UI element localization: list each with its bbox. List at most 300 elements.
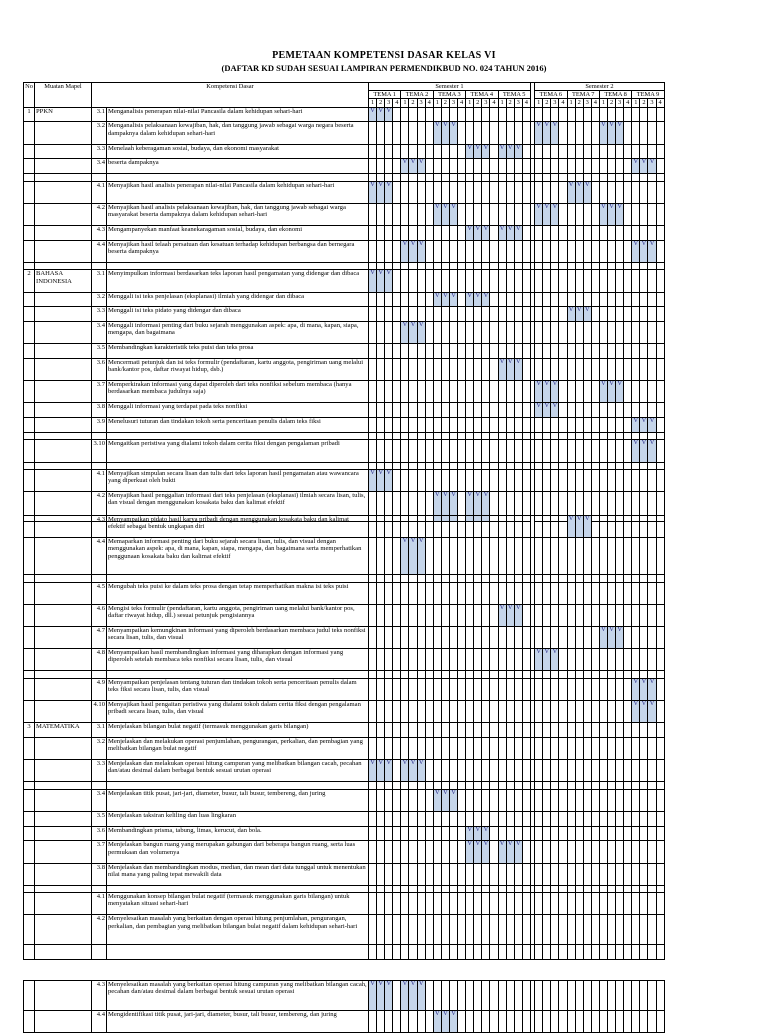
week-cell bbox=[575, 470, 583, 492]
week-cell bbox=[656, 700, 664, 722]
row-no bbox=[24, 863, 35, 885]
week-cell bbox=[599, 700, 607, 722]
week-cell bbox=[369, 944, 377, 959]
week-cell bbox=[498, 122, 506, 144]
week-cell bbox=[466, 1010, 474, 1032]
check-mark: V bbox=[640, 418, 648, 433]
week-cell bbox=[543, 1010, 551, 1032]
week-cell bbox=[409, 270, 417, 292]
week-cell bbox=[567, 418, 575, 433]
week-cell bbox=[567, 322, 575, 344]
week-cell bbox=[608, 307, 616, 322]
week-cell bbox=[433, 159, 441, 174]
row-kd-text: Menyampaikan penjelasan tentang tuturan dan tindakan tokoh serta penceritaan penulis dalam teks fiksi secara lisan, tulis, dan visual bbox=[107, 678, 369, 700]
check-mark: V bbox=[648, 678, 656, 700]
row-kd-text: Menganalisis pelaksanaan kewajiban, hak, dan tanggung jawab sebagai warga negara beserta dampaknya dalam kehidupan sehari-hari bbox=[107, 122, 369, 144]
week-cell bbox=[506, 174, 514, 181]
week-cell bbox=[482, 915, 490, 945]
week-cell bbox=[535, 575, 543, 582]
week-cell bbox=[640, 981, 648, 1011]
row-no bbox=[24, 700, 35, 722]
check-mark: V bbox=[466, 144, 474, 159]
week-cell bbox=[377, 262, 385, 269]
row-kd-code: 3.8 bbox=[92, 403, 107, 418]
week-cell bbox=[490, 1010, 498, 1032]
header-week-1: 1 bbox=[401, 99, 409, 107]
week-cell bbox=[409, 885, 417, 892]
week-cell bbox=[474, 737, 482, 759]
week-cell bbox=[575, 538, 583, 575]
week-cell bbox=[543, 915, 551, 945]
week-cell bbox=[506, 575, 514, 582]
week-cell bbox=[433, 671, 441, 678]
check-mark: V bbox=[535, 403, 543, 418]
week-cell bbox=[575, 344, 583, 359]
week-cell bbox=[393, 307, 401, 322]
week-cell bbox=[551, 225, 559, 240]
week-cell bbox=[616, 418, 624, 433]
week-cell bbox=[369, 144, 377, 159]
week-cell bbox=[514, 626, 522, 648]
week-cell bbox=[616, 981, 624, 1011]
week-cell bbox=[369, 516, 377, 538]
week-cell bbox=[522, 981, 530, 1011]
week-cell bbox=[401, 122, 409, 144]
row-kd-code: 3.6 bbox=[92, 359, 107, 381]
check-mark: V bbox=[616, 203, 624, 225]
week-cell bbox=[535, 723, 543, 738]
week-cell bbox=[466, 885, 474, 892]
week-cell bbox=[583, 604, 591, 626]
week-cell bbox=[567, 737, 575, 759]
week-cell bbox=[458, 981, 466, 1011]
week-cell bbox=[498, 915, 506, 945]
check-mark: V bbox=[648, 159, 656, 174]
week-cell bbox=[466, 782, 474, 789]
week-cell bbox=[377, 841, 385, 863]
check-mark: V bbox=[474, 144, 482, 159]
week-cell bbox=[648, 181, 656, 203]
week-cell bbox=[425, 944, 433, 959]
week-cell bbox=[575, 700, 583, 722]
week-cell bbox=[409, 344, 417, 359]
week-cell bbox=[522, 292, 530, 307]
week-cell bbox=[401, 944, 409, 959]
check-mark: V bbox=[514, 841, 522, 863]
week-cell bbox=[583, 462, 591, 469]
check-mark: V bbox=[640, 240, 648, 262]
week-cell bbox=[522, 270, 530, 292]
week-cell bbox=[522, 737, 530, 759]
week-cell bbox=[458, 181, 466, 203]
week-cell bbox=[616, 159, 624, 174]
week-cell bbox=[401, 262, 409, 269]
week-cell bbox=[385, 516, 393, 538]
week-cell bbox=[409, 381, 417, 403]
week-cell bbox=[474, 981, 482, 1011]
kd-row bbox=[24, 737, 665, 759]
week-cell bbox=[522, 782, 530, 789]
week-cell bbox=[401, 893, 409, 915]
week-cell bbox=[433, 885, 441, 892]
week-cell bbox=[514, 649, 522, 671]
kd-row bbox=[24, 944, 665, 959]
check-mark: V bbox=[474, 292, 482, 307]
week-cell bbox=[482, 981, 490, 1011]
week-cell bbox=[648, 144, 656, 159]
week-cell bbox=[393, 270, 401, 292]
week-cell bbox=[640, 582, 648, 604]
row-kd-text: Mencermati petunjuk dan isi teks formulir (pendaftaran, kartu anggota, pengiriman uang melalui bank/kantor pos, daftar riwayat hidup, dsb.) bbox=[107, 359, 369, 381]
week-cell bbox=[624, 649, 632, 671]
week-cell bbox=[490, 240, 498, 262]
week-cell bbox=[551, 863, 559, 885]
week-cell bbox=[417, 737, 425, 759]
week-cell bbox=[482, 174, 490, 181]
week-cell bbox=[616, 174, 624, 181]
week-cell bbox=[535, 440, 543, 462]
week-cell bbox=[543, 516, 551, 538]
week-cell bbox=[514, 122, 522, 144]
week-cell bbox=[482, 262, 490, 269]
week-cell bbox=[506, 863, 514, 885]
week-cell bbox=[632, 826, 640, 841]
row-no bbox=[24, 322, 35, 344]
week-cell bbox=[640, 144, 648, 159]
week-cell bbox=[490, 575, 498, 582]
week-cell bbox=[466, 760, 474, 782]
week-cell bbox=[616, 307, 624, 322]
week-cell bbox=[377, 575, 385, 582]
week-cell bbox=[599, 649, 607, 671]
week-cell bbox=[567, 203, 575, 225]
week-cell bbox=[656, 671, 664, 678]
week-cell bbox=[583, 174, 591, 181]
week-cell bbox=[616, 826, 624, 841]
week-cell bbox=[433, 262, 441, 269]
week-cell bbox=[369, 403, 377, 418]
week-cell bbox=[559, 893, 567, 915]
week-cell bbox=[458, 678, 466, 700]
row-kd-code bbox=[92, 944, 107, 959]
week-cell bbox=[648, 538, 656, 575]
row-kd-text: Mengubah teks puisi ke dalam teks prosa dengan tetap memperhatikan makna isi teks puisi bbox=[107, 582, 369, 604]
week-cell bbox=[466, 538, 474, 575]
week-cell bbox=[591, 122, 599, 144]
check-mark: V bbox=[543, 649, 551, 671]
week-cell bbox=[656, 915, 664, 945]
row-kd-code: 3.9 bbox=[92, 418, 107, 433]
week-cell bbox=[409, 737, 417, 759]
week-cell bbox=[498, 107, 506, 122]
week-cell bbox=[377, 292, 385, 307]
row-no bbox=[24, 292, 35, 307]
week-cell bbox=[535, 1010, 543, 1032]
week-cell bbox=[425, 863, 433, 885]
row-no bbox=[24, 159, 35, 174]
week-cell bbox=[458, 516, 466, 538]
row-subject bbox=[35, 582, 92, 604]
week-cell bbox=[393, 144, 401, 159]
week-cell bbox=[608, 344, 616, 359]
week-cell bbox=[575, 240, 583, 262]
check-mark: V bbox=[401, 159, 409, 174]
week-cell bbox=[608, 322, 616, 344]
week-cell bbox=[393, 723, 401, 738]
week-cell bbox=[506, 944, 514, 959]
week-cell bbox=[591, 516, 599, 538]
week-cell bbox=[583, 841, 591, 863]
week-cell bbox=[640, 433, 648, 440]
week-cell bbox=[648, 403, 656, 418]
week-cell bbox=[514, 440, 522, 462]
week-cell bbox=[425, 826, 433, 841]
week-cell bbox=[583, 359, 591, 381]
week-cell bbox=[535, 700, 543, 722]
week-cell bbox=[648, 575, 656, 582]
week-cell bbox=[640, 1010, 648, 1032]
week-cell bbox=[559, 159, 567, 174]
week-cell bbox=[385, 418, 393, 433]
check-mark: V bbox=[417, 538, 425, 575]
week-cell bbox=[417, 604, 425, 626]
kd-row bbox=[24, 626, 665, 648]
week-cell bbox=[393, 649, 401, 671]
week-cell bbox=[522, 915, 530, 945]
week-cell bbox=[543, 981, 551, 1011]
week-cell bbox=[401, 826, 409, 841]
week-cell bbox=[608, 575, 616, 582]
week-cell bbox=[425, 915, 433, 945]
week-cell bbox=[656, 292, 664, 307]
week-cell bbox=[377, 915, 385, 945]
check-mark: V bbox=[498, 225, 506, 240]
week-cell bbox=[490, 440, 498, 462]
check-mark: V bbox=[506, 841, 514, 863]
week-cell bbox=[393, 604, 401, 626]
week-cell bbox=[648, 671, 656, 678]
row-subject bbox=[35, 604, 92, 626]
week-cell bbox=[591, 723, 599, 738]
week-cell bbox=[608, 723, 616, 738]
week-cell bbox=[632, 470, 640, 492]
week-cell bbox=[401, 1010, 409, 1032]
week-cell bbox=[591, 649, 599, 671]
check-mark: V bbox=[433, 122, 441, 144]
week-cell bbox=[449, 981, 457, 1011]
week-cell bbox=[506, 893, 514, 915]
week-cell bbox=[551, 678, 559, 700]
row-kd-text: Menyampaikan pidato hasil karya pribadi dengan menggunakan kosakata baku dan kalimat efektif sebagai bentuk ungkapan diri bbox=[107, 516, 369, 538]
week-cell bbox=[474, 626, 482, 648]
row-kd-code: 4.7 bbox=[92, 626, 107, 648]
week-cell bbox=[624, 841, 632, 863]
week-cell bbox=[656, 826, 664, 841]
week-cell bbox=[591, 760, 599, 782]
week-cell bbox=[599, 760, 607, 782]
week-cell bbox=[624, 538, 632, 575]
week-cell bbox=[401, 107, 409, 122]
week-cell bbox=[608, 915, 616, 945]
week-cell bbox=[377, 203, 385, 225]
week-cell bbox=[567, 403, 575, 418]
week-cell bbox=[535, 915, 543, 945]
week-cell bbox=[506, 737, 514, 759]
row-kd-text: Mengaitkan peristiwa yang dialami tokoh dalam cerita fiksi dengan pengalaman pribadi bbox=[107, 440, 369, 462]
check-mark: V bbox=[551, 203, 559, 225]
week-cell bbox=[393, 240, 401, 262]
week-cell bbox=[551, 262, 559, 269]
header-week-4: 4 bbox=[458, 99, 466, 107]
week-cell bbox=[466, 944, 474, 959]
week-cell bbox=[616, 811, 624, 826]
check-mark: V bbox=[482, 144, 490, 159]
week-cell bbox=[466, 344, 474, 359]
check-mark: V bbox=[385, 107, 393, 122]
week-cell bbox=[433, 307, 441, 322]
week-cell bbox=[632, 538, 640, 575]
week-cell bbox=[417, 826, 425, 841]
header-week-4: 4 bbox=[559, 99, 567, 107]
week-cell bbox=[551, 516, 559, 538]
week-cell bbox=[583, 270, 591, 292]
week-cell bbox=[433, 240, 441, 262]
week-cell bbox=[409, 440, 417, 462]
week-cell bbox=[624, 181, 632, 203]
week-cell bbox=[425, 1010, 433, 1032]
week-cell bbox=[591, 981, 599, 1011]
week-cell bbox=[632, 322, 640, 344]
week-cell bbox=[498, 181, 506, 203]
week-cell bbox=[656, 604, 664, 626]
week-cell bbox=[441, 649, 449, 671]
week-cell bbox=[559, 723, 567, 738]
week-cell bbox=[608, 760, 616, 782]
check-mark: V bbox=[506, 359, 514, 381]
week-cell bbox=[640, 403, 648, 418]
week-cell bbox=[425, 538, 433, 575]
week-cell bbox=[535, 159, 543, 174]
kd-row bbox=[24, 893, 665, 915]
header-week-1: 1 bbox=[433, 99, 441, 107]
week-cell bbox=[591, 737, 599, 759]
week-cell bbox=[425, 203, 433, 225]
row-kd-code bbox=[92, 885, 107, 892]
week-cell bbox=[543, 418, 551, 433]
row-subject bbox=[35, 863, 92, 885]
row-no bbox=[24, 122, 35, 144]
week-cell bbox=[591, 811, 599, 826]
week-cell bbox=[624, 262, 632, 269]
week-cell bbox=[543, 144, 551, 159]
week-cell bbox=[616, 671, 624, 678]
check-mark: V bbox=[498, 359, 506, 381]
check-mark: V bbox=[482, 292, 490, 307]
week-cell bbox=[466, 516, 474, 538]
week-cell bbox=[535, 671, 543, 678]
row-subject bbox=[35, 433, 92, 440]
week-cell bbox=[575, 174, 583, 181]
row-kd-text: Mengisi teks formulir (pendaftaran, kartu anggota, pengiriman uang melalui bank/kantor pos, daftar riwayat hidup, dll.) sesuai petunjuk pengisiannya bbox=[107, 604, 369, 626]
row-subject bbox=[35, 737, 92, 759]
week-cell bbox=[543, 671, 551, 678]
week-cell bbox=[449, 723, 457, 738]
week-cell bbox=[656, 307, 664, 322]
week-cell bbox=[575, 292, 583, 307]
week-cell bbox=[567, 811, 575, 826]
week-cell bbox=[369, 344, 377, 359]
kd-mapping-table-part-1 bbox=[23, 82, 665, 522]
week-cell bbox=[401, 626, 409, 648]
week-cell bbox=[575, 122, 583, 144]
kd-mapping-table-part-3 bbox=[23, 980, 665, 1033]
week-cell bbox=[575, 841, 583, 863]
week-cell bbox=[466, 915, 474, 945]
week-cell bbox=[583, 322, 591, 344]
week-cell bbox=[409, 671, 417, 678]
week-cell bbox=[377, 1010, 385, 1032]
week-cell bbox=[409, 516, 417, 538]
week-cell bbox=[433, 626, 441, 648]
week-cell bbox=[369, 893, 377, 915]
week-cell bbox=[522, 159, 530, 174]
week-cell bbox=[648, 1010, 656, 1032]
week-cell bbox=[474, 440, 482, 462]
check-mark: V bbox=[648, 240, 656, 262]
row-kd-code: 3.4 bbox=[92, 159, 107, 174]
check-mark: V bbox=[575, 181, 583, 203]
week-cell bbox=[433, 678, 441, 700]
week-cell bbox=[425, 359, 433, 381]
check-mark: V bbox=[369, 470, 377, 492]
week-cell bbox=[458, 626, 466, 648]
week-cell bbox=[543, 270, 551, 292]
week-cell bbox=[441, 678, 449, 700]
week-cell bbox=[458, 470, 466, 492]
week-cell bbox=[409, 826, 417, 841]
week-cell bbox=[616, 359, 624, 381]
week-cell bbox=[522, 582, 530, 604]
week-cell bbox=[377, 144, 385, 159]
check-mark: V bbox=[567, 181, 575, 203]
week-cell bbox=[449, 344, 457, 359]
week-cell bbox=[474, 538, 482, 575]
week-cell bbox=[490, 270, 498, 292]
week-cell bbox=[632, 181, 640, 203]
week-cell bbox=[474, 307, 482, 322]
week-cell bbox=[401, 671, 409, 678]
week-cell bbox=[567, 885, 575, 892]
week-cell bbox=[441, 403, 449, 418]
week-cell bbox=[385, 344, 393, 359]
week-cell bbox=[616, 433, 624, 440]
week-cell bbox=[624, 516, 632, 538]
row-subject bbox=[35, 262, 92, 269]
week-cell bbox=[591, 418, 599, 433]
week-cell bbox=[514, 885, 522, 892]
week-cell bbox=[409, 203, 417, 225]
check-mark: V bbox=[385, 270, 393, 292]
week-cell bbox=[466, 107, 474, 122]
kd-row bbox=[24, 433, 665, 440]
week-cell bbox=[449, 440, 457, 462]
check-mark: V bbox=[632, 440, 640, 462]
week-cell bbox=[608, 811, 616, 826]
week-cell bbox=[648, 270, 656, 292]
week-cell bbox=[616, 538, 624, 575]
week-cell bbox=[591, 344, 599, 359]
week-cell bbox=[522, 604, 530, 626]
